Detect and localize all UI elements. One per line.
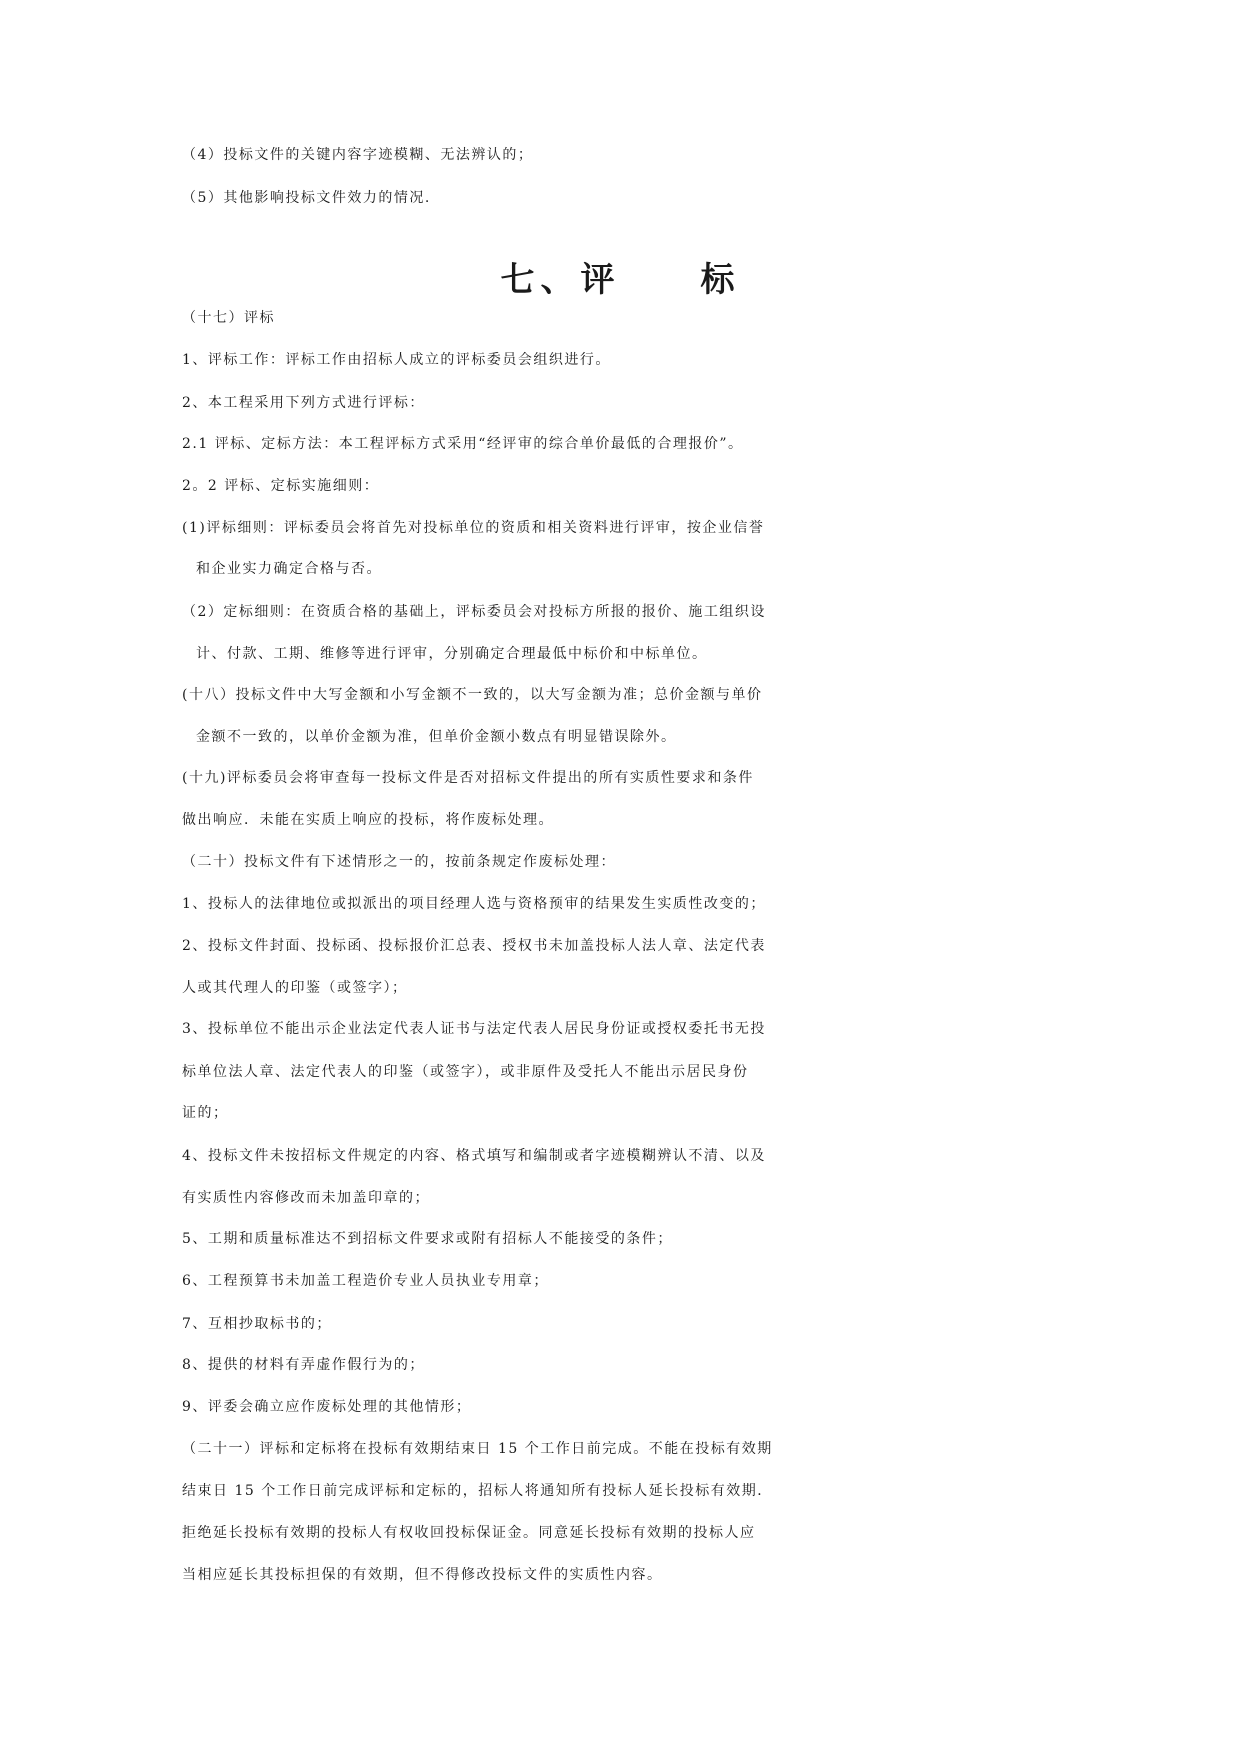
text-line: （二十）投标文件有下述情形之一的，按前条规定作废标处理：: [182, 854, 616, 870]
text-line: 2、本工程采用下列方式进行评标：: [182, 395, 425, 411]
text-line: （二十一）评标和定标将在投标有效期结束日 15 个工作日前完成。不能在投标有效期: [182, 1441, 773, 1457]
text-line: 人或其代理人的印鉴（或签字）；: [182, 980, 408, 996]
text-line-clause-5: （5）其他影响投标文件效力的情况.: [182, 190, 431, 206]
text-line: 5、工期和质量标准达不到招标文件要求或附有招标人不能接受的条件；: [182, 1231, 673, 1247]
text-line: 6、工程预算书未加盖工程造价专业人员执业专用章；: [182, 1273, 549, 1289]
section-heading: 七、评 标: [500, 260, 741, 300]
text-line-clause-4: （4）投标文件的关键内容字迹模糊、无法辨认的；: [182, 147, 534, 163]
text-line: 有实质性内容修改而未加盖印章的；: [182, 1190, 430, 1206]
text-line: 2、投标文件封面、投标函、投标报价汇总表、授权书未加盖投标人法人章、法定代表: [182, 938, 766, 954]
text-line: 当相应延长其投标担保的有效期，但不得修改投标文件的实质性内容。: [182, 1567, 663, 1583]
text-line: 金额不一致的，以单价金额为准，但单价金额小数点有明显错误除外。: [196, 729, 677, 745]
text-line: 8、提供的材料有弄虚作假行为的；: [182, 1357, 425, 1373]
text-line: 3、投标单位不能出示企业法定代表人证书与法定代表人居民身份证或授权委托书无投: [182, 1021, 766, 1037]
text-line: 9、评委会确立应作废标处理的其他情形；: [182, 1399, 472, 1415]
text-line: (1)评标细则：评标委员会将首先对投标单位的资质和相关资料进行评审，按企业信誉: [182, 520, 765, 536]
text-line: 1、评标工作：评标工作由招标人成立的评标委员会组织进行。: [182, 352, 611, 368]
text-line: 拒绝延长投标有效期的投标人有权收回投标保证金。同意延长投标有效期的投标人应: [182, 1525, 756, 1541]
text-line: 2。2 评标、定标实施细则：: [182, 478, 380, 494]
text-line: 计、付款、工期、维修等进行评审，分别确定合理最低中标价和中标单位。: [196, 646, 708, 662]
text-line: (十九)评标委员会将审查每一投标文件是否对招标文件提出的所有实质性要求和条件: [182, 770, 754, 786]
text-line: 标单位法人章、法定代表人的印鉴（或签字），或非原件及受托人不能出示居民身份: [182, 1064, 749, 1080]
text-line: (十八）投标文件中大写金额和小写金额不一致的，以大写金额为准；总价金额与单价: [182, 687, 763, 703]
text-line: 1、投标人的法律地位或拟派出的项目经理人选与资格预审的结果发生实质性改变的；: [182, 896, 766, 912]
text-line: 做出响应．未能在实质上响应的投标，将作废标处理。: [182, 812, 554, 828]
text-line: 7、互相抄取标书的；: [182, 1316, 332, 1332]
text-line: 结束日 15 个工作日前完成评标和定标的，招标人将通知所有投标人延长投标有效期．: [182, 1483, 773, 1499]
text-line: 4、投标文件未按招标文件规定的内容、格式填写和编制或者字迹模糊辨认不清、以及: [182, 1148, 766, 1164]
text-line: 2.1 评标、定标方法：本工程评标方式采用“经评审的综合单价最低的合理报价”。: [182, 436, 744, 452]
text-line: （十七）评标: [182, 310, 275, 326]
text-line: 证的；: [182, 1105, 229, 1121]
text-line: （2）定标细则：在资质合格的基础上，评标委员会对投标方所报的报价、施工组织设: [182, 604, 766, 620]
text-line: 和企业实力确定合格与否。: [196, 561, 382, 577]
